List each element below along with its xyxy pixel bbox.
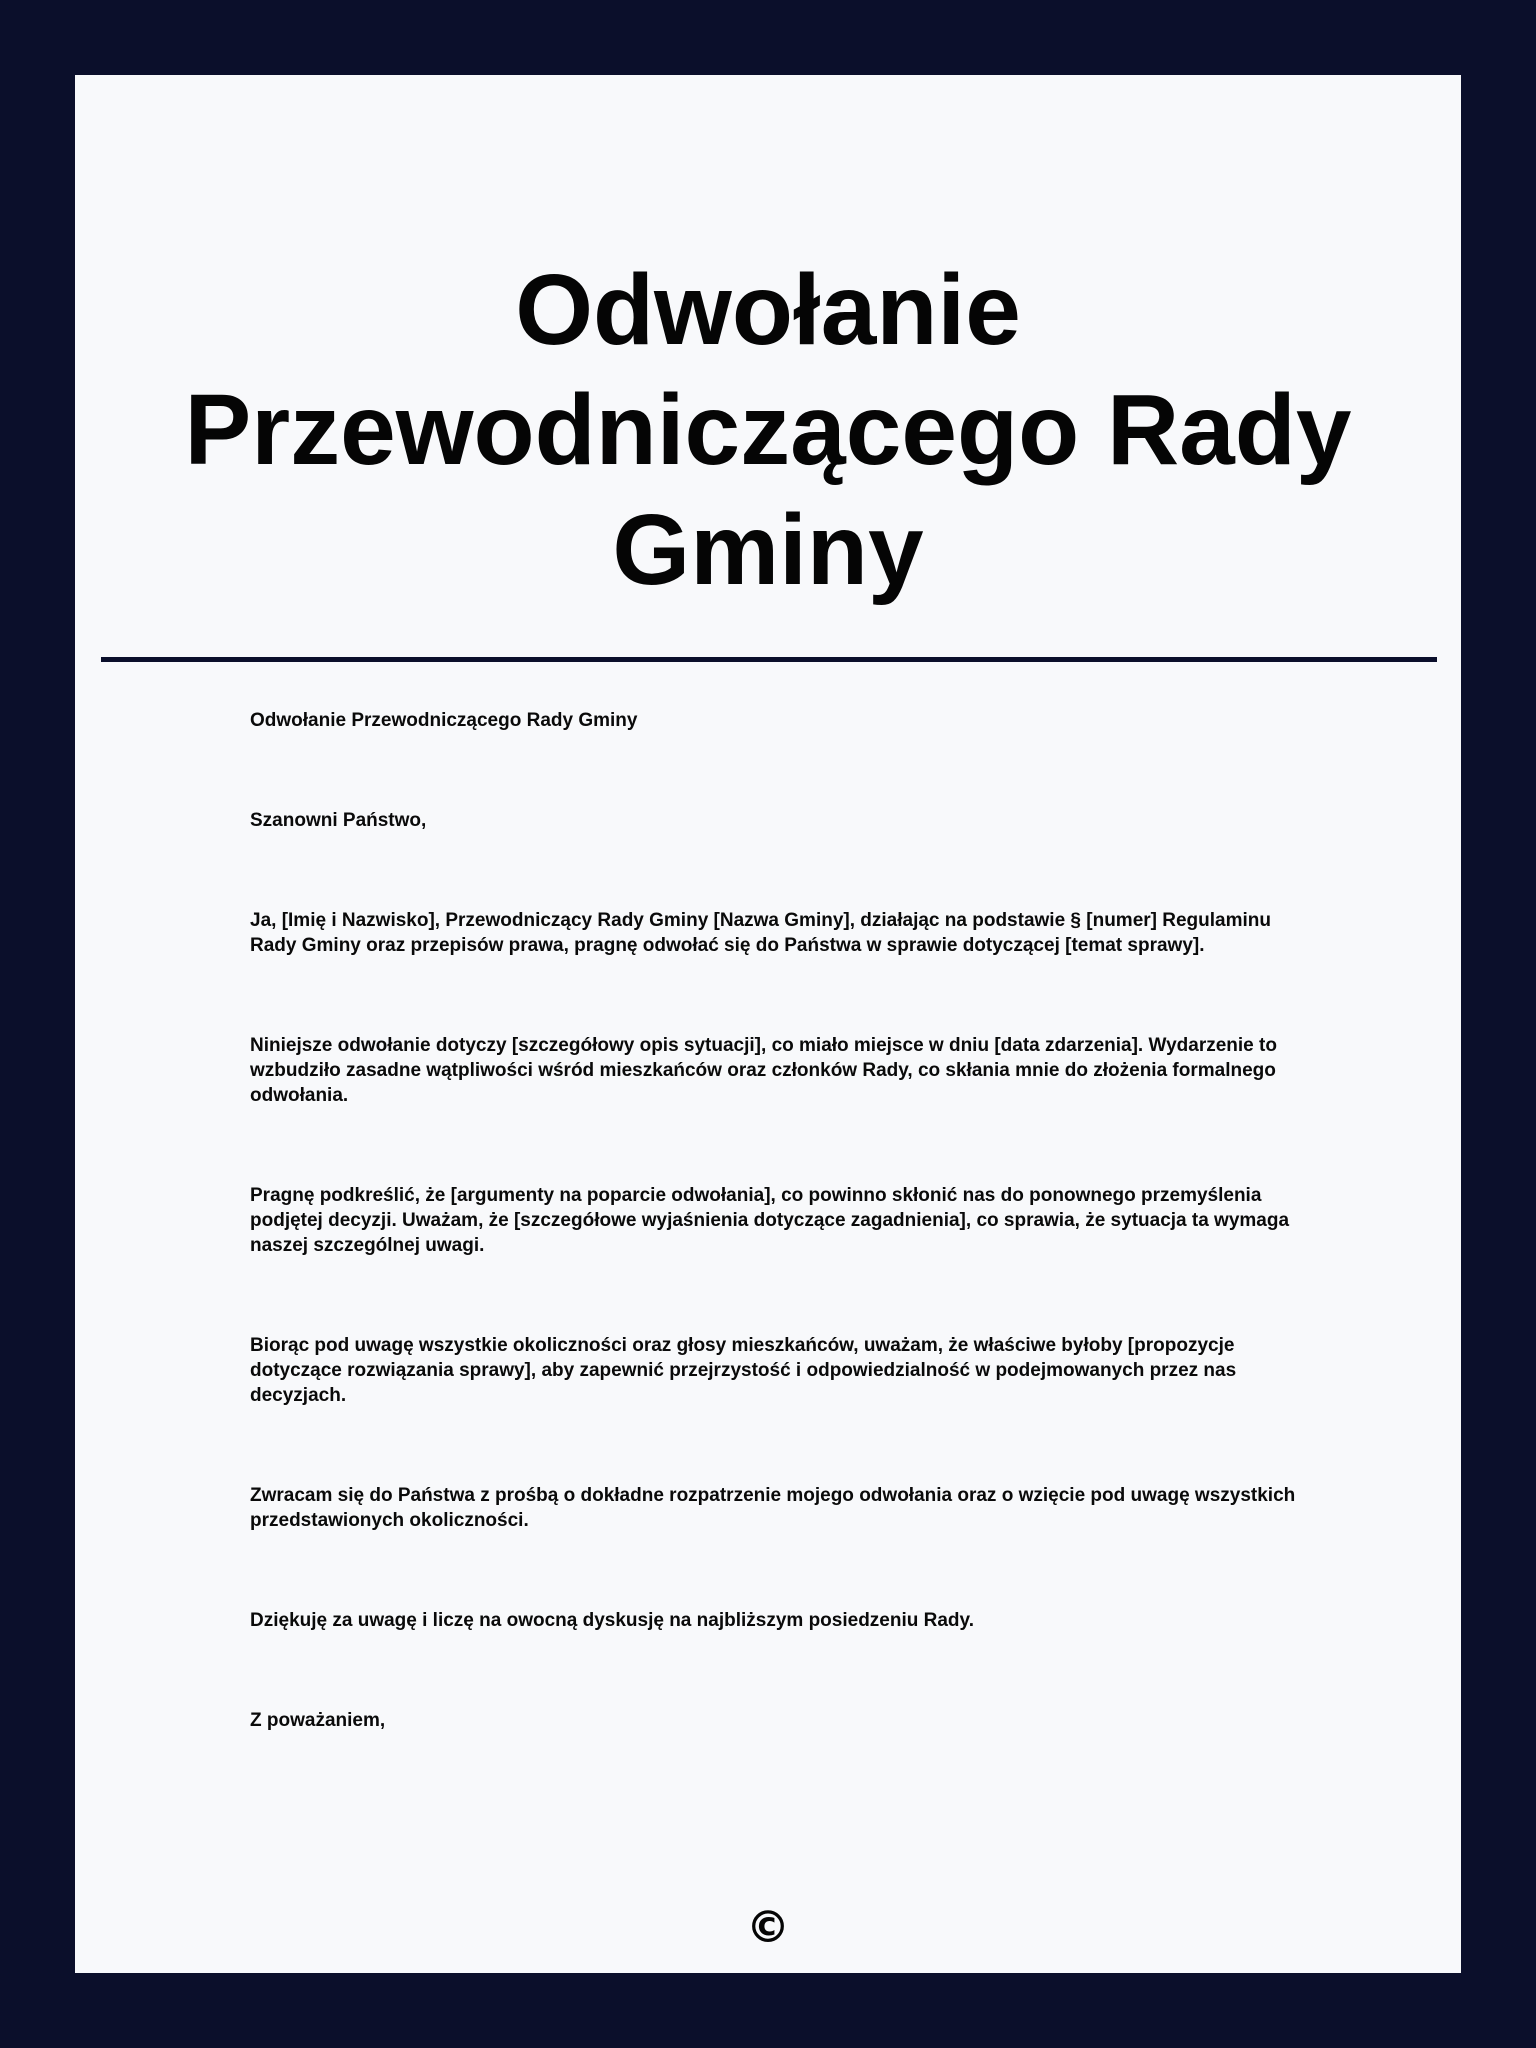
- paragraph-salutation: Szanowni Państwo,: [250, 810, 427, 831]
- paragraph-closing: Z poważaniem,: [250, 1710, 386, 1731]
- copyright-icon: ©: [746, 1902, 790, 1953]
- paragraph-thanks: Dziękuję za uwagę i liczę na owocną dyskusję na najbliższym posiedzeniu Rady.: [250, 1610, 974, 1631]
- paragraph-situation: Niniejsze odwołanie dotyczy [szczegółowy opis sytuacji], co miało miejsce w dniu [data zdarzenia]. Wydarzenie to wzbudziło zasadne wątpliwości wśród mieszkańców oraz członków Rady, co skłania mnie do złożenia formalnego odwołania.: [250, 1035, 1277, 1106]
- document-body: [250, 708, 1300, 1733]
- paragraph-subject: Odwołanie Przewodniczącego Rady Gminy: [250, 710, 638, 731]
- paragraph-request: Zwracam się do Państwa z prośbą o dokładne rozpatrzenie mojego odwołania oraz o wzięcie pod uwagę wszystkich przedstawionych okoliczności.: [250, 1485, 1296, 1531]
- paragraph-introduction: Ja, [Imię i Nazwisko], Przewodniczący Rady Gminy [Nazwa Gminy], działając na podstawie § [numer] Regulaminu Rady Gminy oraz przepisów prawa, pragnę odwołać się do Państwa w sprawie dotyczącej [temat sprawy].: [250, 910, 1271, 956]
- title-divider: [101, 657, 1437, 662]
- document-page: [75, 75, 1461, 1973]
- paragraph-proposal: Biorąc pod uwagę wszystkie okoliczności oraz głosy mieszkańców, uważam, że właściwe byłoby [propozycje dotyczące rozwiązania sprawy], aby zapewnić przejrzystość i odpowiedzialność w podejmowanych przez nas decyzjach.: [250, 1335, 1237, 1406]
- document-title: Odwołanie Przewodniczącego Rady Gminy: [184, 254, 1352, 606]
- paragraph-arguments: Pragnę podkreślić, że [argumenty na poparcie odwołania], co powinno skłonić nas do ponownego przemyślenia podjętej decyzji. Uważam, że [szczegółowe wyjaśnienia dotyczące zagadnienia], co sprawia, że sytuacja ta wymaga naszej szczególnej uwagi.: [250, 1185, 1290, 1256]
